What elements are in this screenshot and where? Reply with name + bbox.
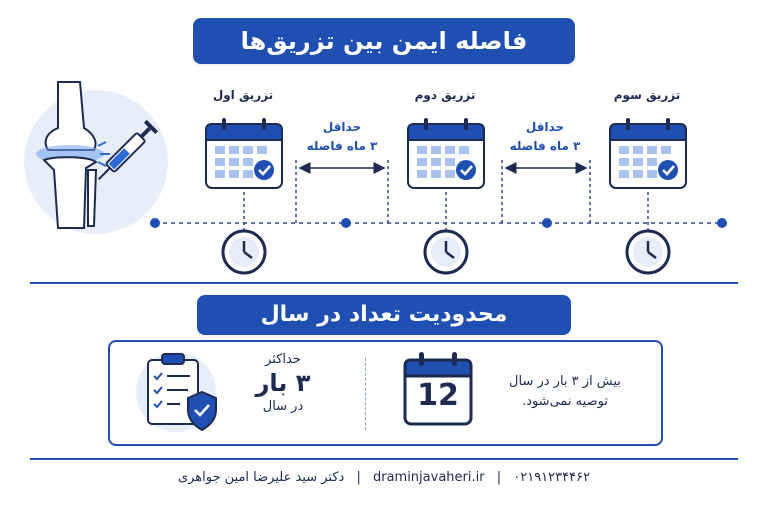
limit-max-value: ۳ بار <box>255 369 311 397</box>
footer-website[interactable]: draminjavaheri.ir <box>372 470 485 485</box>
timeline <box>0 110 768 280</box>
injection-label-third: تزریق سوم <box>613 88 681 102</box>
limit-max-label: حداکثر <box>265 352 301 367</box>
calendar-check-icon <box>206 118 282 188</box>
footer-separator: | <box>356 470 361 485</box>
clock-icon <box>627 231 669 273</box>
timeline-dot <box>542 218 552 228</box>
timeline-dot <box>150 218 160 228</box>
timeline-dot <box>341 218 351 228</box>
clock-icon <box>223 231 265 273</box>
footer-divider <box>30 458 738 460</box>
interval-2-line1: حداقل <box>525 120 565 134</box>
recommendation <box>485 372 645 412</box>
section2-banner: محدودیت تعداد در سال <box>197 295 571 335</box>
title-banner: فاصله ایمن بین تزریق‌ها <box>193 18 575 64</box>
interval-1-line2: ۳ ماه فاصله <box>306 139 378 153</box>
footer-separator: | <box>496 470 502 485</box>
timeline-dot <box>717 218 727 228</box>
checklist-shield-icon <box>134 350 224 436</box>
box-divider <box>365 358 366 430</box>
limit-per-year: در سال <box>262 399 304 414</box>
clock-icon <box>425 231 467 273</box>
interval-1-line1: حداقل <box>322 120 362 134</box>
footer-phone: ۰۲۱۹۱۲۳۴۴۶۲ <box>513 470 591 485</box>
injection-label-first: تزریق اول <box>212 88 274 102</box>
footer-doctor-name: دکتر سید علیرضا امین جواهری <box>177 470 345 485</box>
calendar-number: 12 <box>417 378 459 413</box>
calendar-check-icon <box>408 118 484 188</box>
footer <box>0 470 768 485</box>
interval-2-line2: ۳ ماه فاصله <box>509 139 581 153</box>
section-divider <box>30 282 738 284</box>
limit-text <box>248 352 318 414</box>
injection-label-second: تزریق دوم <box>414 88 476 102</box>
recommendation-line2: توصیه نمی‌شود. <box>522 394 608 409</box>
calendar-check-icon <box>610 118 686 188</box>
recommendation-line1: بیش از ۳ بار در سال <box>509 374 621 389</box>
